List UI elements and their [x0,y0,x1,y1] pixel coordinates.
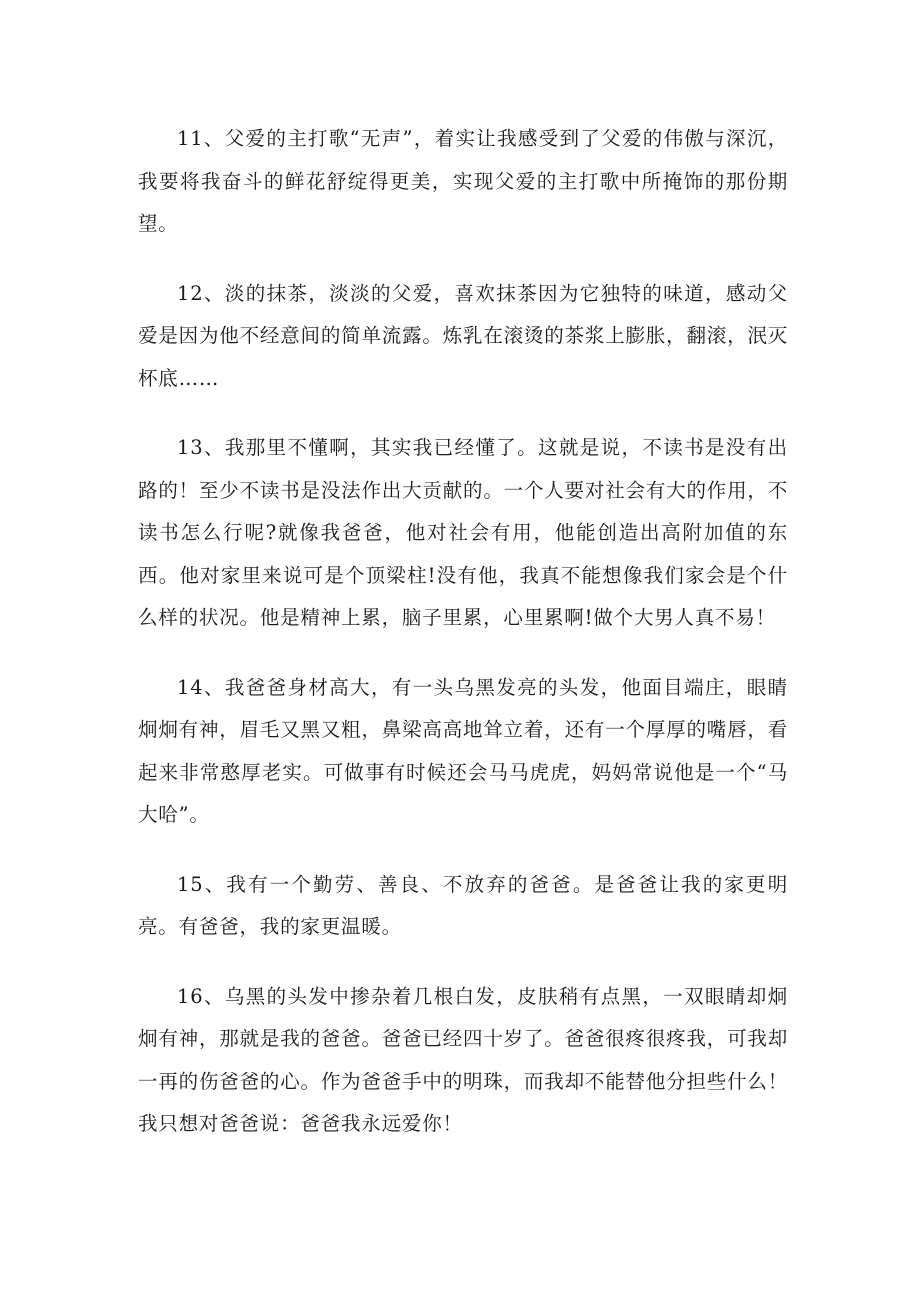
paragraph-14: 14、我爸爸身材高大，有一头乌黑发亮的头发，他面目端庄，眼睛炯炯有神，眉毛又黑又粗，鼻梁高高地耸立着，还有一个厚厚的嘴唇，看起来非常憨厚老实。可做事有时候还会马马虎虎，妈妈常说他是一个“马大哈”。 [138,675,788,826]
paragraph-15: 15、我有一个勤劳、善良、不放弃的爸爸。是爸爸让我的家更明亮。有爸爸，我的家更温暖。 [138,872,788,938]
paragraph-11: 11、父爱的主打歌“无声”，着实让我感受到了父爱的伟傲与深沉，我要将我奋斗的鲜花舒绽得更美，实现父爱的主打歌中所掩饰的那份期望。 [138,127,788,235]
document-page [138,118,788,1173]
paragraph-12: 12、淡的抹茶，淡淡的父爱，喜欢抹茶因为它独特的味道，感动父爱是因为他不经意间的简单流露。炼乳在滚烫的茶浆上膨胀，翻滚，泯灭杯底…… [138,281,788,390]
paragraph-16: 16、乌黑的头发中掺杂着几根白发，皮肤稍有点黑，一双眼睛却炯炯有神，那就是我的爸爸。爸爸已经四十岁了。爸爸很疼很疼我，可我却一再的伤爸爸的心。作为爸爸手中的明珠，而我却不能替他分担些什么！我只想对爸爸说：爸爸我永远爱你！ [138,984,788,1135]
paragraph-13: 13、我那里不懂啊，其实我已经懂了。这就是说，不读书是没有出路的！至少不读书是没法作出大贡献的。一个人要对社会有大的作用，不读书怎么行呢?就像我爸爸，他对社会有用，他能创造出高附加值的东西。他对家里来说可是个顶梁柱!没有他，我真不能想像我们家会是个什么样的状况。他是精神上累，脑子里累，心里累啊!做个大男人真不易！ [138,436,788,629]
